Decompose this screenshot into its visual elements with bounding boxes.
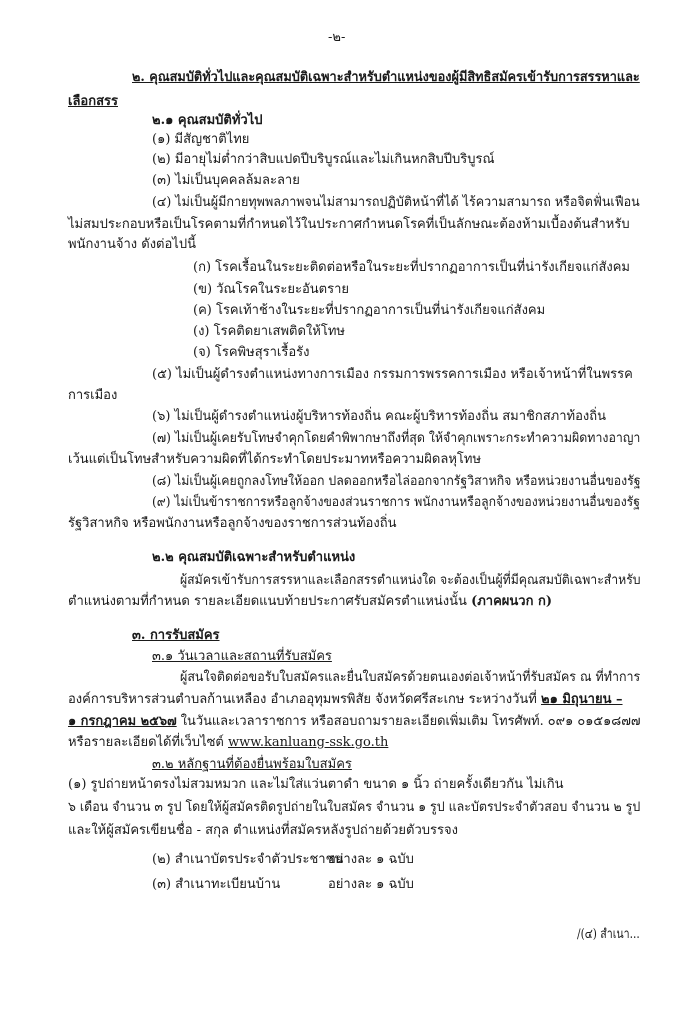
section2-2-line2	[68, 594, 552, 610]
qualification-item-1: (๑) มีสัญชาติไทย	[152, 132, 250, 147]
qualification-item-2: (๒) มีอายุไม่ต่ำกว่าสิบแปดปีบริบูรณ์และไม่เกินหกสิบปีบริบูรณ์	[152, 152, 495, 167]
qualification-item-6: (๖) ไม่เป็นผู้ดำรงตำแหน่งผู้บริหารท้องถิ่น คณะผู้บริหารท้องถิ่น สมาชิกสภาท้องถิ่น	[152, 409, 606, 424]
annex-reference: (ภาคผนวก ก)	[471, 594, 553, 609]
disease-item: (ก) โรคเรื้อนในระยะติดต่อหรือในระยะที่ปรากฏอาการเป็นที่น่ารังเกียจแก่สังคม	[193, 260, 630, 275]
section3-1-line4	[68, 735, 388, 751]
section3-1-contact: ในวันและเวลาราชการ หรือสอบถามรายละเอียดเพิ่มเติม โทรศัพท์. ๐๙๑ ๐๑๕๑๘๗๗	[176, 714, 641, 729]
website-label: หรือรายละเอียดได้ที่เว็บไซต์	[68, 735, 228, 750]
qualification-item-4-line1: (๔) ไม่เป็นผู้มีกายทุพพลภาพจนไม่สามารถปฏิบัติหน้าที่ได้ ไร้ความสามารถ หรือจิตฟั่นเฟือน	[152, 195, 640, 210]
disease-item: (จ) โรคพิษสุราเรื้อรัง	[193, 345, 310, 360]
section3-1-line2	[68, 692, 623, 708]
continued-marker: /(๔) สำเนา...	[577, 927, 640, 942]
document-item-3: (๓) สำเนาทะเบียนบ้าน	[152, 877, 281, 892]
disease-item: (ข) วัณโรคในระยะอันตราย	[193, 282, 350, 297]
section2-2-title: ๒.๒ คุณสมบัติเฉพาะสำหรับตำแหน่ง	[152, 550, 356, 565]
website-link[interactable]: www.kanluang-ssk.go.th	[228, 735, 389, 750]
qualification-item-8: (๘) ไม่เป็นผู้เคยถูกลงโทษให้ออก ปลดออกหรือไล่ออกจากรัฐวิสาหกิจ หรือหน่วยงานอื่นของรัฐ	[152, 474, 641, 489]
application-start-date: ๒๑ มิถุนายน –	[541, 692, 623, 707]
section3-heading: ๓. การรับสมัคร	[132, 628, 220, 643]
section3-1-line1: ผู้สนใจติดต่อขอรับใบสมัครและยื่นใบสมัครด้วยตนเองต่อเจ้าหน้าที่รับสมัคร ณ ที่ทำการ	[180, 670, 641, 685]
section3-1-text: องค์การบริหารส่วนตำบลก้านเหลือง อำเภออุทุมพรพิสัย จังหวัดศรีสะเกษ ระหว่างวันที่	[68, 692, 541, 707]
qualification-item-3: (๓) ไม่เป็นบุคคลล้มละลาย	[152, 173, 300, 188]
section3-1-line3	[68, 714, 641, 730]
section2-2-text: ตำแหน่งตามที่กำหนด รายละเอียดแนบท้ายประกาศรับสมัครตำแหน่งนั้น	[68, 594, 472, 609]
section2-heading-line2: เลือกสรร	[68, 94, 118, 109]
document-item-2: (๒) สำเนาบัตรประจำตัวประชาชน	[152, 852, 344, 867]
section2-2-line1: ผู้สมัครเข้ารับการสรรหาและเลือกสรรตำแหน่งใด จะต้องเป็นผู้ที่มีคุณสมบัติเฉพาะสำหรับ	[180, 573, 641, 588]
document-item-1-line2: ๖ เดือน จำนวน ๓ รูป โดยให้ผู้สมัครติดรูปถ่ายในใบสมัคร จำนวน ๑ รูป และบัตรประจำตัวสอบ จำนวน ๒ รูป	[68, 800, 641, 815]
section2-heading-line1: ๒. คุณสมบัติทั่วไปและคุณสมบัติเฉพาะสำหรับตำแหน่งของผู้มีสิทธิสมัครเข้ารับการสรรหาและ	[132, 70, 640, 85]
document-item-3-qty: อย่างละ ๑ ฉบับ	[328, 877, 414, 892]
section2-1-title: ๒.๑ คุณสมบัติทั่วไป	[152, 113, 263, 128]
qualification-item-5-line2: การเมือง	[68, 388, 118, 403]
disease-item: (ง) โรคติดยาเสพติดให้โทษ	[193, 324, 345, 339]
qualification-item-5-line1: (๕) ไม่เป็นผู้ดำรงตำแหน่งทางการเมือง กรรมการพรรคการเมือง หรือเจ้าหน้าที่ในพรรค	[152, 367, 633, 382]
qualification-item-9-line2: รัฐวิสาหกิจ หรือพนักงานหรือลูกจ้างของราชการส่วนท้องถิ่น	[68, 516, 397, 531]
document-item-1-line1: (๑) รูปถ่ายหน้าตรงไม่สวมหมวก และไม่ใส่แว่นตาดำ ขนาด ๑ นิ้ว ถ่ายครั้งเดียวกัน ไม่เกิน	[68, 777, 564, 792]
disease-item: (ค) โรคเท้าช้างในระยะที่ปรากฏอาการเป็นที่น่ารังเกียจแก่สังคม	[193, 303, 546, 318]
qualification-item-9-line1: (๙) ไม่เป็นข้าราชการหรือลูกจ้างของส่วนราชการ พนักงานหรือลูกจ้างของหน่วยงานอื่นของรัฐ	[152, 495, 640, 510]
document-item-2-qty: อย่างละ ๑ ฉบับ	[328, 852, 414, 867]
section3-1-title: ๓.๑ วันเวลาและสถานที่รับสมัคร	[152, 649, 332, 664]
application-end-date: ๑ กรกฎาคม ๒๕๖๗	[68, 714, 177, 729]
section3-2-title: ๓.๒ หลักฐานที่ต้องยื่นพร้อมใบสมัคร	[152, 757, 352, 772]
qualification-item-7-line1: (๗) ไม่เป็นผู้เคยรับโทษจำคุกโดยคำพิพากษาถึงที่สุด ให้จำคุกเพราะกระทำความผิดทางอาญา	[152, 431, 641, 446]
qualification-item-4-line3: พนักงานจ้าง ดังต่อไปนี้	[68, 237, 196, 252]
qualification-item-7-line2: เว้นแต่เป็นโทษสำหรับความผิดที่ได้กระทำโดยประมาทหรือความผิดลหุโทษ	[68, 452, 482, 467]
page-number: -๒-	[328, 30, 346, 45]
qualification-item-4-line2: ไม่สมประกอบหรือเป็นโรคตามที่กำหนดไว้ในประกาศกำหนดโรคที่เป็นลักษณะต้องห้ามเบื้องต้นสำหรับ	[68, 217, 630, 232]
document-item-1-line3: และให้ผู้สมัครเขียนชื่อ - สกุล ตำแหน่งที่สมัครหลังรูปถ่ายด้วยตัวบรรจง	[68, 823, 458, 838]
